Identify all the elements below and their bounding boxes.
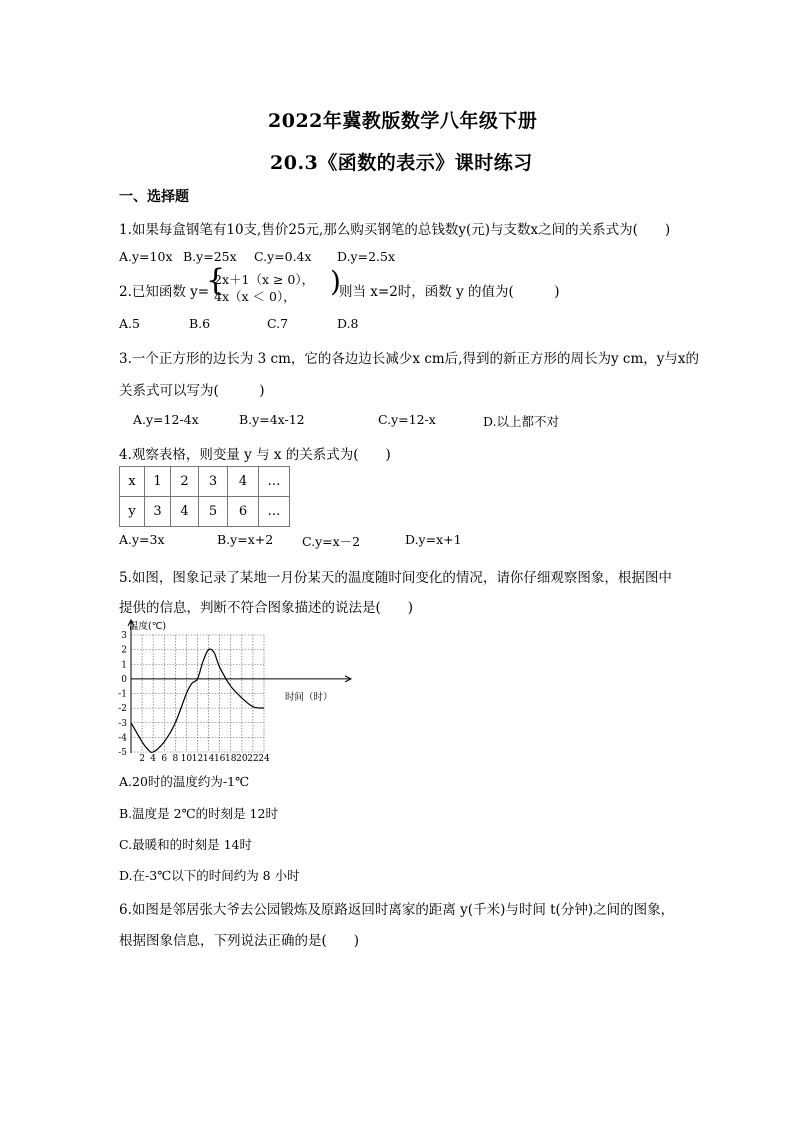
section-heading: 一、选择题 — [119, 189, 189, 205]
table-cell: 3 — [145, 497, 171, 527]
y-tick-label: -1 — [118, 689, 127, 700]
q3-option-c: C.y=12-x — [378, 412, 436, 427]
q4-option-a: A.y=3x — [119, 532, 165, 547]
q4-option-d: D.y=x+1 — [405, 532, 462, 547]
doc-subtitle: 20.3《函数的表示》课时练习 — [270, 152, 533, 174]
y-tick-label: 0 — [121, 674, 127, 685]
x-tick-label: 20 — [236, 754, 248, 763]
table-row-x — [120, 467, 290, 497]
q5-option-c: C.最暖和的时刻是 14时 — [119, 837, 252, 852]
q1-option-d: D.y=2.5x — [337, 249, 396, 264]
q4-option-b: B.y=x+2 — [217, 532, 274, 547]
q2-case-2: 4x（x ＜ 0）， — [214, 289, 296, 304]
q5-option-b: B.温度是 2℃的时刻是 12时 — [119, 806, 278, 821]
q2-option-c: C.7 — [267, 316, 289, 331]
x-tick-label: 12 — [191, 754, 204, 763]
y-tick-label: 1 — [121, 660, 127, 671]
piecewise-right-bar: ) — [330, 265, 341, 298]
chart-axes — [128, 620, 351, 753]
x-axis-label: 时间（时） — [285, 692, 333, 703]
table-cell: 4 — [171, 497, 199, 527]
doc-title: 2022年冀教版数学八年级下册 — [268, 110, 538, 132]
table-cell: … — [259, 497, 290, 527]
question-5-line-2: 提供的信息，判断不符合图象描述的说法是( ) — [119, 600, 414, 616]
q2-case-1: 2x＋1（x ≥ 0）， — [214, 272, 315, 287]
question-6-line-2: 根据图象信息，下列说法正确的是( ) — [119, 933, 360, 949]
q2-option-d: D.8 — [337, 316, 359, 331]
question-3-line-2: 关系式可以写为( ) — [119, 383, 265, 399]
x-tick-label: 10 — [180, 754, 193, 763]
question-6-line-1: 6.如图是邻居张大爷去公园锻炼及原路返回时离家的距离 y(千米)与时间 t(分钟)之间的图象， — [119, 902, 675, 918]
y-tick-label: -2 — [118, 704, 127, 715]
x-tick-label: 4 — [150, 754, 157, 763]
table-cell: 2 — [171, 467, 199, 497]
question-2-suffix: 则当 x=2时，函数 y 的值为( ) — [339, 284, 560, 300]
x-tick-label: 8 — [172, 754, 179, 763]
q1-option-a: A.y=10x — [119, 249, 173, 264]
table-cell: 1 — [145, 467, 171, 497]
q5-option-d: D.在-3℃以下的时间约为 8 小时 — [119, 868, 300, 883]
y-tick-label: 2 — [121, 645, 127, 656]
q2-option-a: A.5 — [119, 316, 140, 331]
y-axis-label: 温度(℃) — [129, 621, 167, 632]
q1-option-b: B.y=25x — [183, 249, 237, 264]
x-tick-label: 18 — [225, 754, 237, 763]
temperature-chart — [114, 617, 354, 763]
table-cell: y — [120, 497, 145, 527]
table-row-y — [120, 497, 290, 527]
y-tick-label: -5 — [118, 748, 127, 758]
question-2-prefix: 2.已知函数 y= — [119, 284, 210, 300]
table-cell: 5 — [199, 497, 228, 527]
y-tick-label: -3 — [118, 718, 127, 729]
y-tick-label: 3 — [121, 631, 127, 641]
chart-ticks — [118, 631, 270, 763]
q3-option-b: B.y=4x-12 — [239, 412, 305, 427]
question-4-stem: 4.观察表格，则变量 y 与 x 的关系式为( ) — [119, 447, 391, 463]
x-tick-label: 14 — [202, 754, 215, 763]
table-cell: 6 — [228, 497, 259, 527]
table-cell: 4 — [228, 467, 259, 497]
x-tick-label: 16 — [213, 754, 226, 763]
question-5-line-1: 5.如图，图象记录了某地一月份某天的温度随时间变化的情况，请你仔细观察图象，根据图中 — [119, 570, 672, 586]
x-tick-label: 22 — [247, 754, 259, 763]
q5-option-a: A.20时的温度约为-1℃ — [119, 774, 250, 789]
table-cell: … — [259, 467, 290, 497]
table-cell: x — [120, 467, 145, 497]
q2-option-b: B.6 — [189, 316, 211, 331]
q3-option-a: A.y=12-4x — [133, 412, 199, 427]
question-3-line-1: 3.一个正方形的边长为 3 cm，它的各边边长减少x cm后,得到的新正方形的周长为y cm，y与x的 — [119, 351, 699, 367]
question-1-stem: 1.如果每盒钢笔有10支,售价25元,那么购买钢笔的总钱数y(元)与支数x之间的关系式为( ) — [119, 222, 671, 238]
observation-table — [119, 466, 290, 527]
q3-option-d: D.以上都不对 — [483, 414, 560, 429]
x-tick-label: 6 — [161, 754, 168, 763]
q1-option-c: C.y=0.4x — [254, 249, 312, 264]
x-tick-label: 24 — [258, 754, 270, 763]
piecewise-left-brace: { — [206, 263, 226, 298]
table-cell: 3 — [199, 467, 228, 497]
q4-option-c: C.y=x－2 — [302, 534, 361, 549]
x-tick-label: 2 — [139, 754, 145, 763]
y-tick-label: -4 — [118, 733, 127, 744]
chart-grid — [131, 635, 264, 752]
